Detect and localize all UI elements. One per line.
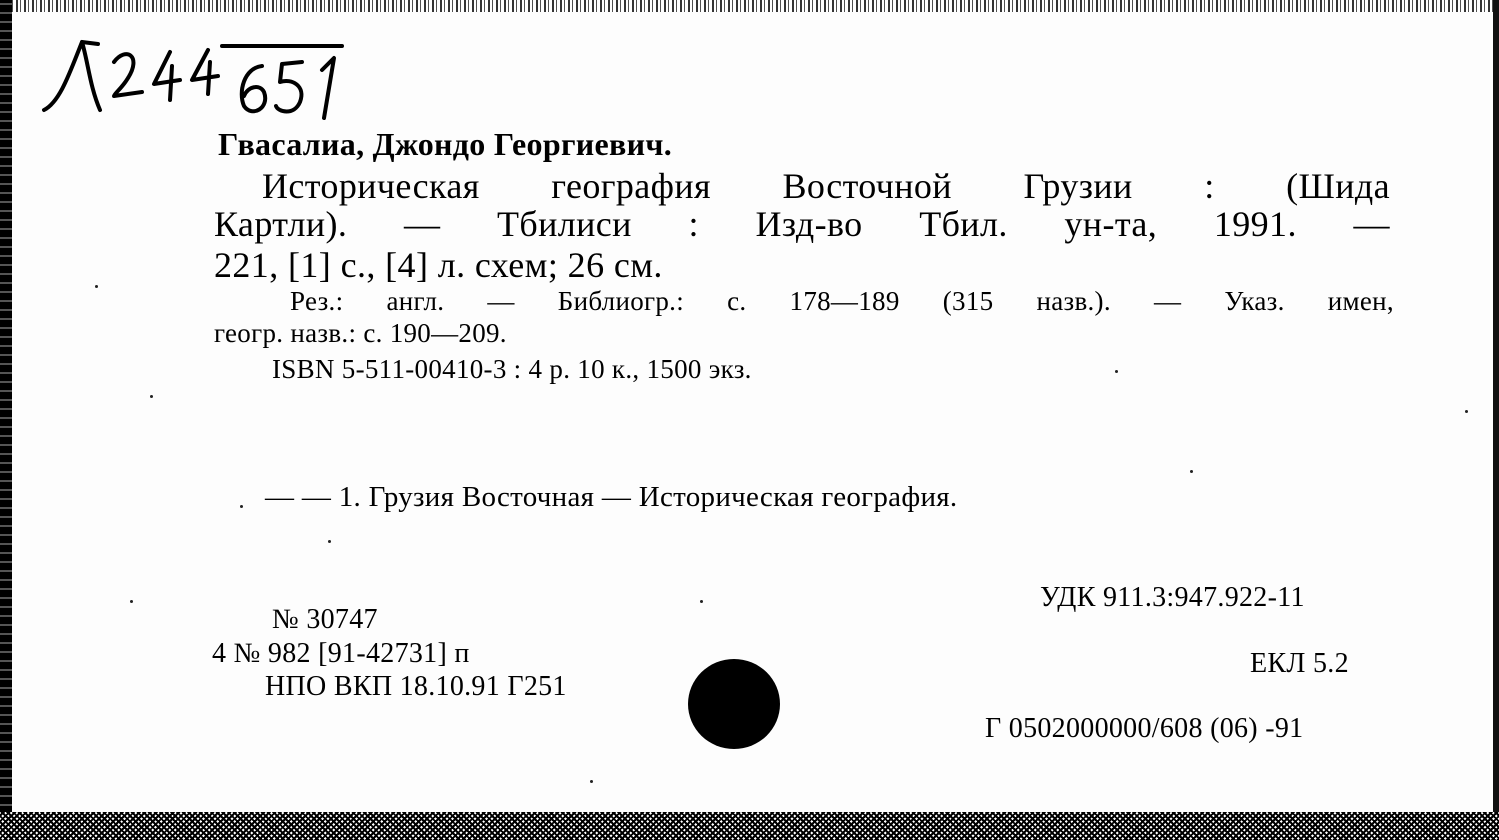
title-word: Тбил. [919,204,1008,244]
card-right-edge [1493,0,1499,840]
title-line-2 [214,203,1390,245]
print-speck [1190,470,1193,473]
subject-heading: — — 1. Грузия Восточная — Историческая география. [265,481,958,513]
print-speck [240,505,243,508]
print-speck [590,780,593,783]
print-speck [1115,370,1118,373]
print-speck [1465,410,1468,413]
title-word: : [1204,166,1215,206]
note-word: Указ. [1224,286,1285,316]
title-word: — [1353,204,1390,244]
card-bottom-edge [0,812,1499,840]
note-word: с. [727,286,747,316]
handwritten-shelfmark [30,22,360,122]
title-word: (Шида [1286,166,1390,206]
punch-hole [688,659,780,749]
title-word: Изд-во [755,204,863,244]
title-word: география [551,166,712,206]
notes-line-2: геогр. назв.: с. 190—209. [214,318,507,348]
print-speck [130,600,133,603]
note-word: 178—189 [789,286,900,316]
note-word: назв.). [1036,286,1111,316]
title-word: Картли). [214,204,348,244]
card-left-edge [0,0,12,840]
print-speck [150,395,153,398]
note-word: имен, [1327,286,1394,316]
title-line-1 [262,165,1390,207]
card-top-edge [0,0,1499,12]
npo-line: НПО ВКП 18.10.91 Г251 [265,671,567,702]
isbn-line: ISBN 5-511-00410-3 : 4 р. 10 к., 1500 экз. [272,354,752,384]
registration-number: № 30747 [272,604,378,635]
note-word: Рез.: [290,286,344,316]
title-word: Восточной [782,166,952,206]
title-word: ун-та, [1064,204,1158,244]
print-speck [95,285,98,288]
author-heading: Гвасалиа, Джондо Георгиевич. [218,126,672,162]
note-word: — [1153,286,1182,316]
note-word: (315 [942,286,994,316]
physical-description: 221, [1] с., [4] л. схем; 26 см. [214,245,663,285]
print-speck [328,540,331,543]
ekl-code: ЕКЛ 5.2 [1250,648,1349,679]
inventory-line: 4 № 982 [91-42731] п [212,638,470,669]
note-word: англ. [386,286,445,316]
g-code: Г 0502000000/608 (06) -91 [985,713,1304,744]
title-word: : [688,204,699,244]
print-speck [700,600,703,603]
title-word: 1991. [1213,204,1297,244]
notes-line-1 [290,286,1394,317]
title-word: Историческая [262,166,480,206]
title-word: — [403,204,441,244]
title-word: Грузии [1023,166,1133,206]
udk-code: УДК 911.3:947.922-11 [1040,582,1305,613]
title-word: Тбилиси [496,204,632,244]
note-word: — [487,286,515,316]
note-word: Библиогр.: [557,286,685,316]
